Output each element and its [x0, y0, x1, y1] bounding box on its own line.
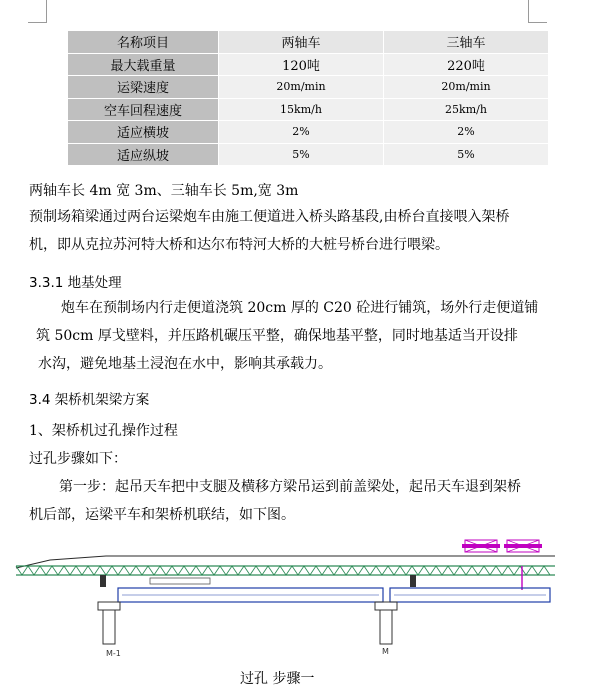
table-row — [68, 121, 549, 144]
row-name: 适应横坡 — [68, 121, 219, 144]
header-cell: 两轴车 — [219, 31, 384, 54]
section-heading-3-3-1: 3.3.1 地基处理 — [29, 275, 122, 291]
two-axle-value: 120吨 — [219, 53, 384, 76]
crane-trolley — [462, 540, 500, 552]
bridge-erection-diagram — [10, 530, 555, 662]
paragraph-line: 筑 50cm 厚戈壁料，并压路机碾压平整，确保地基平整，同时地基适当开设排 — [36, 328, 518, 344]
paragraph-line: 水沟，避免地基土浸泡在水中，影响其承载力。 — [38, 356, 332, 372]
two-axle-value: 5% — [219, 143, 384, 166]
pier-label-m-1: M-1 — [106, 649, 121, 658]
box-girder-deck — [118, 588, 550, 602]
three-axle-value: 25km/h — [384, 98, 549, 121]
front-support-leg — [410, 575, 416, 587]
spec-table — [67, 30, 549, 166]
three-axle-value: 220吨 — [384, 53, 549, 76]
table-row — [68, 143, 549, 166]
launching-girder-truss — [16, 566, 555, 575]
steps-intro: 过孔步骤如下： — [29, 451, 127, 467]
figure-caption: 过孔 步骤一 — [240, 671, 315, 687]
vehicle-dimensions-text: 两轴车长 4m 宽 3m、三轴车长 5m,宽 3m — [29, 183, 299, 199]
two-axle-value: 20m/min — [219, 76, 384, 99]
table-row — [68, 53, 549, 76]
paragraph-line: 机，即从克拉苏河特大桥和达尔布特河大桥的大桩号桥台进行喂梁。 — [29, 237, 449, 253]
paragraph-line: 炮车在预制场内行走便道浇筑 20cm 厚的 C20 砼进行铺筑，场外行走便道铺 — [61, 300, 539, 316]
table-row — [68, 98, 549, 121]
subsection-heading: 1、架桥机过孔操作过程 — [29, 423, 178, 439]
paragraph-line: 预制场箱梁通过两台运梁炮车由施工便道进入桥头路基段,由桥台直接喂入架桥 — [29, 209, 510, 225]
table-row — [68, 76, 549, 99]
beam-transport-trolley — [150, 578, 210, 584]
step-one-line: 机后部，运梁平车和架桥机联结，如下图。 — [29, 507, 295, 523]
pier-m-1 — [98, 602, 120, 644]
pier-m — [375, 602, 397, 644]
page-corner-mark-left — [28, 0, 47, 23]
two-axle-value: 2% — [219, 121, 384, 144]
section-heading-3-4: 3.4 架桥机架梁方案 — [29, 392, 150, 408]
table-header-row — [68, 31, 549, 54]
step-one-line: 第一步：起吊天车把中支腿及横移方梁吊运到前盖梁处，起吊天车退到架桥 — [59, 479, 521, 495]
row-name: 运梁速度 — [68, 76, 219, 99]
header-cell: 名称项目 — [68, 31, 219, 54]
row-name: 最大载重量 — [68, 53, 219, 76]
row-name: 空车回程速度 — [68, 98, 219, 121]
rear-support-leg — [100, 575, 106, 587]
three-axle-value: 20m/min — [384, 76, 549, 99]
crane-trolley — [504, 540, 542, 552]
header-cell: 三轴车 — [384, 31, 549, 54]
page-corner-mark-right — [528, 0, 547, 23]
three-axle-value: 2% — [384, 121, 549, 144]
three-axle-value: 5% — [384, 143, 549, 166]
row-name: 适应纵坡 — [68, 143, 219, 166]
two-axle-value: 15km/h — [219, 98, 384, 121]
pier-label-m: M — [382, 647, 389, 656]
